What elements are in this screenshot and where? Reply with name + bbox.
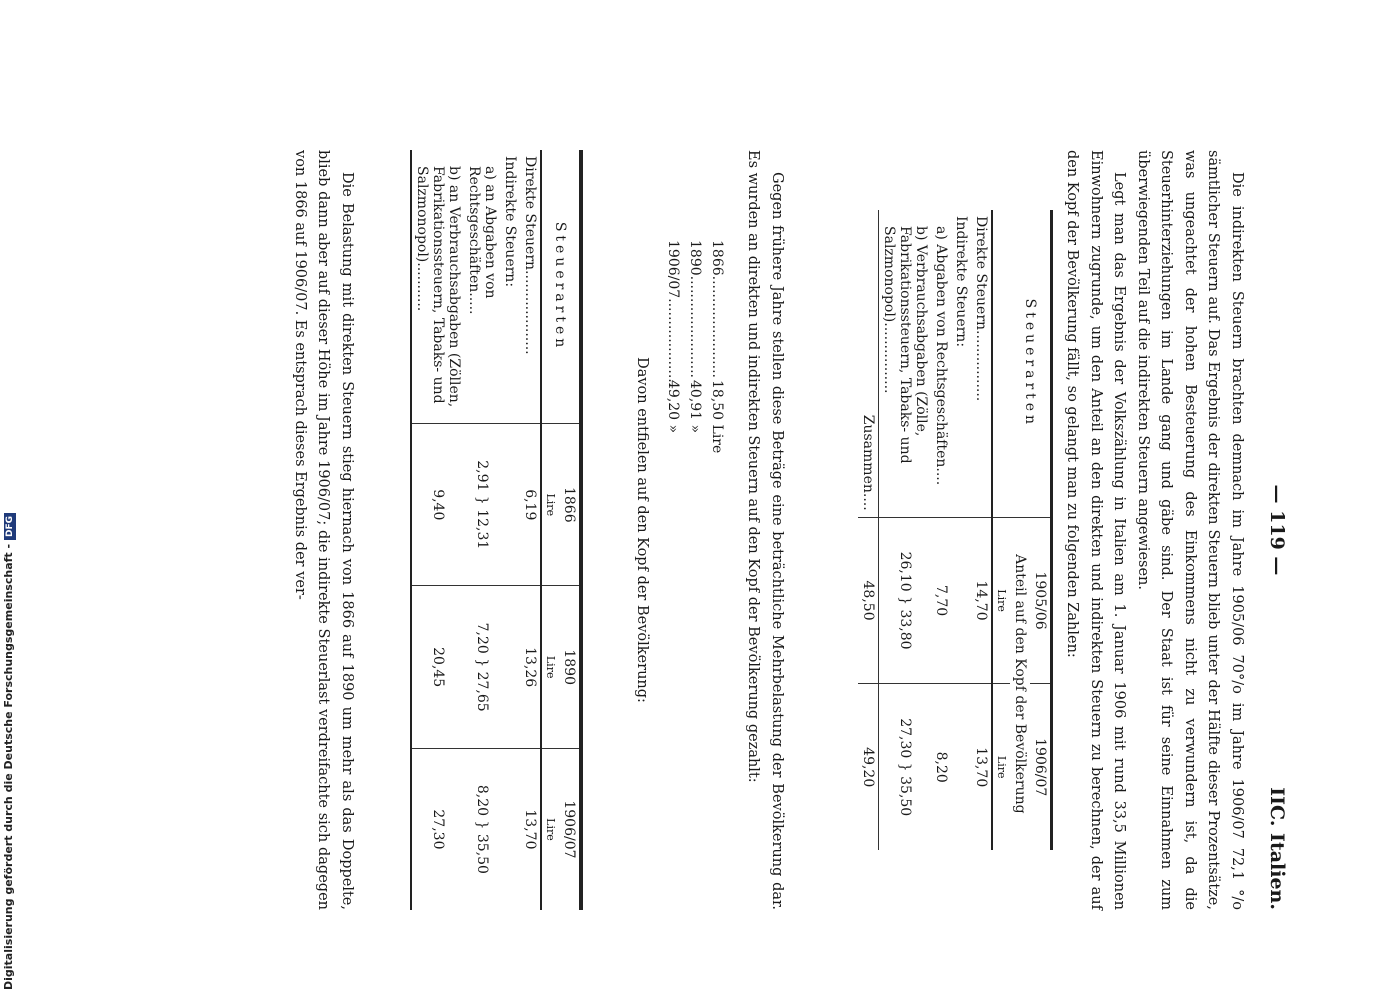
paragraph-4: Davon entfielen auf den Kopf der Bevölkerung:: [634, 357, 650, 703]
table2-c3-b: 27,30: [411, 748, 464, 910]
table2-row-a: a) an Abgaben von Rechtsgeschäften.....: [466, 166, 498, 315]
table1-v1-b: 26,10 } 33,80: [879, 517, 932, 684]
years-list-item: 1890....................... 40,91 »: [687, 240, 703, 434]
paragraph-3: Gegen frühere Jahre stellen diese Beträge eine beträchtliche Mehrbelastung der Bevölkerung dar. Es wurden an direkten und indirekten Steuern auf den Kopf der Bevölkerung gezahlt:: [745, 150, 785, 910]
table2-unit: Lire: [541, 748, 559, 910]
table1-row-b: b) Verbrauchsabgaben (Zölle, Fabrikationssteuern, Tabaks- und Salzmonopol)................: [881, 226, 929, 464]
dfg-logo: DFG: [4, 513, 16, 540]
table2-row-direct: Direkte Steuern...................: [522, 156, 538, 355]
table2-c3-direct: 13,70: [520, 748, 541, 910]
table1-v1-ind-sum: 33,80: [897, 609, 913, 650]
table1-row-direct: Direkte Steuern................: [973, 216, 989, 402]
table2-row-indirect: Indirekte Steuern:: [502, 156, 518, 288]
table2-c1-a: 2,91 } 12,31: [464, 424, 500, 586]
table2-year-1906: 1906/07: [559, 748, 581, 910]
table2-year-1866: 1866: [559, 424, 581, 586]
paragraph-1: Die indirekten Steuern brachten demnach im Jahre 1905/06 70°/o im Jahre 1906/07 72,1 °/o sämtlicher Steuern auf. Das Ergebnis der direkten Steuern blieb unter der Hälfte dieser Prozentsätze, was ungeachtet der hohen Besteuerung des Einkommens nicht zu verwundern ist, da die Steuerhinterziehungen im Lande gang und gäbe sind. Der Staat ist für seine Einnahmen zum überwiegenden Teil auf die indirekten Steuern angewiesen.: [1135, 150, 1245, 910]
table2-c1-direct: 6,19: [520, 424, 541, 586]
table2-c1-b: 9,40: [411, 424, 464, 586]
years-list: [662, 240, 728, 453]
per-capita-table-1905: [858, 210, 1053, 850]
table2-caption: [630, 150, 654, 910]
table1-col-label: Steuerarten: [1022, 298, 1038, 429]
table1-v2-ind-sum: 35,50: [897, 776, 913, 817]
table1-row-indirect: Indirekte Steuern:: [953, 216, 969, 348]
table2-year-1890: 1890: [559, 586, 581, 748]
years-list-item: 1906/07.................... 49,20 »: [665, 240, 681, 434]
table2-unit: Lire: [541, 586, 559, 748]
table2-c1-ind-sum: 12,31: [474, 509, 490, 550]
table1-year2: 1906/07: [1030, 684, 1052, 850]
table2-c3-ind-sum: 35,50: [474, 833, 490, 874]
table1-v2-a: 8,20: [931, 684, 951, 850]
table1-v2-direct: 13,70: [971, 684, 992, 850]
table1-row-total: Zusammen....: [860, 414, 876, 511]
digitization-credit: Digitalisierung gefördert durch die Deutsche Forschungsgemeinschaft -DFG: [2, 513, 16, 990]
paragraph-5: Die Belastung mit direkten Steuern stieg hiernach von 1866 auf 1890 um mehr als das Doppelte, blieb dann aber auf dieser Höhe im Jahre 1906/07; die indirekte Steuerlast verdreifachte sich dagegen von 1866 auf 1906/07. Es entsprach dieses Ergebnis der ver-: [292, 150, 355, 910]
table1-year1: 1905/06: [1030, 517, 1052, 684]
intro-paragraphs: [1060, 150, 1248, 910]
table2-c2-a: 7,20 } 27,65: [464, 586, 500, 748]
table1-v1-b-value: 26,10: [897, 551, 913, 592]
closing-paragraph: [288, 150, 359, 910]
table2-row-b: b) an Verbrauchsabgaben (Zöllen, Fabrikationssteuern, Tabaks- und Salzmonopol)...........: [414, 166, 462, 408]
page-number: — 119 —: [1266, 484, 1288, 576]
years-list-item: 1866....................... 18,50 Lire: [709, 240, 725, 454]
table1-v2-b: 27,30 } 35,50: [879, 684, 932, 850]
paragraph-2: Legt man das Ergebnis der Volkszählung in Italien am 1. Januar 1906 mit rund 33,5 Millionen Einwohnern zugrunde, um den Anteil an den direkten und indirekten Steuern zu berechnen, der auf den Kopf der Bevölkerung fällt, so gelangt man zu folgenden Zahlen:: [1064, 150, 1128, 910]
table1-v2-total: 49,20: [858, 684, 879, 850]
table2-col-label: Steuerarten: [552, 221, 569, 352]
mid-paragraph: [741, 150, 788, 910]
table2-c2-direct: 13,26: [520, 586, 541, 748]
per-capita-table-1866: [410, 150, 583, 910]
page-header: [1258, 150, 1288, 910]
table2-c3-a: 8,20 } 35,50: [464, 748, 500, 910]
table1-row-a: a) Abgaben von Rechtsgeschäften....: [933, 226, 949, 486]
table2-unit: Lire: [541, 424, 559, 586]
table1-subheader: Anteil auf den Kopf der Bevölkerung: [1010, 517, 1030, 850]
section-title: IIC. Italien.: [1266, 787, 1288, 910]
table1-v1-total: 48,50: [858, 517, 879, 684]
table2-c2-b: 20,45: [411, 586, 464, 748]
table2-c2-ind-sum: 27,65: [474, 671, 490, 712]
table1-v2-b-value: 27,30: [897, 718, 913, 759]
table1-v1-direct: 14,70: [971, 517, 992, 684]
table1-unit2: Lire: [992, 684, 1010, 850]
table1-v1-a: 7,70: [931, 517, 951, 684]
table1-unit1: Lire: [992, 517, 1010, 684]
